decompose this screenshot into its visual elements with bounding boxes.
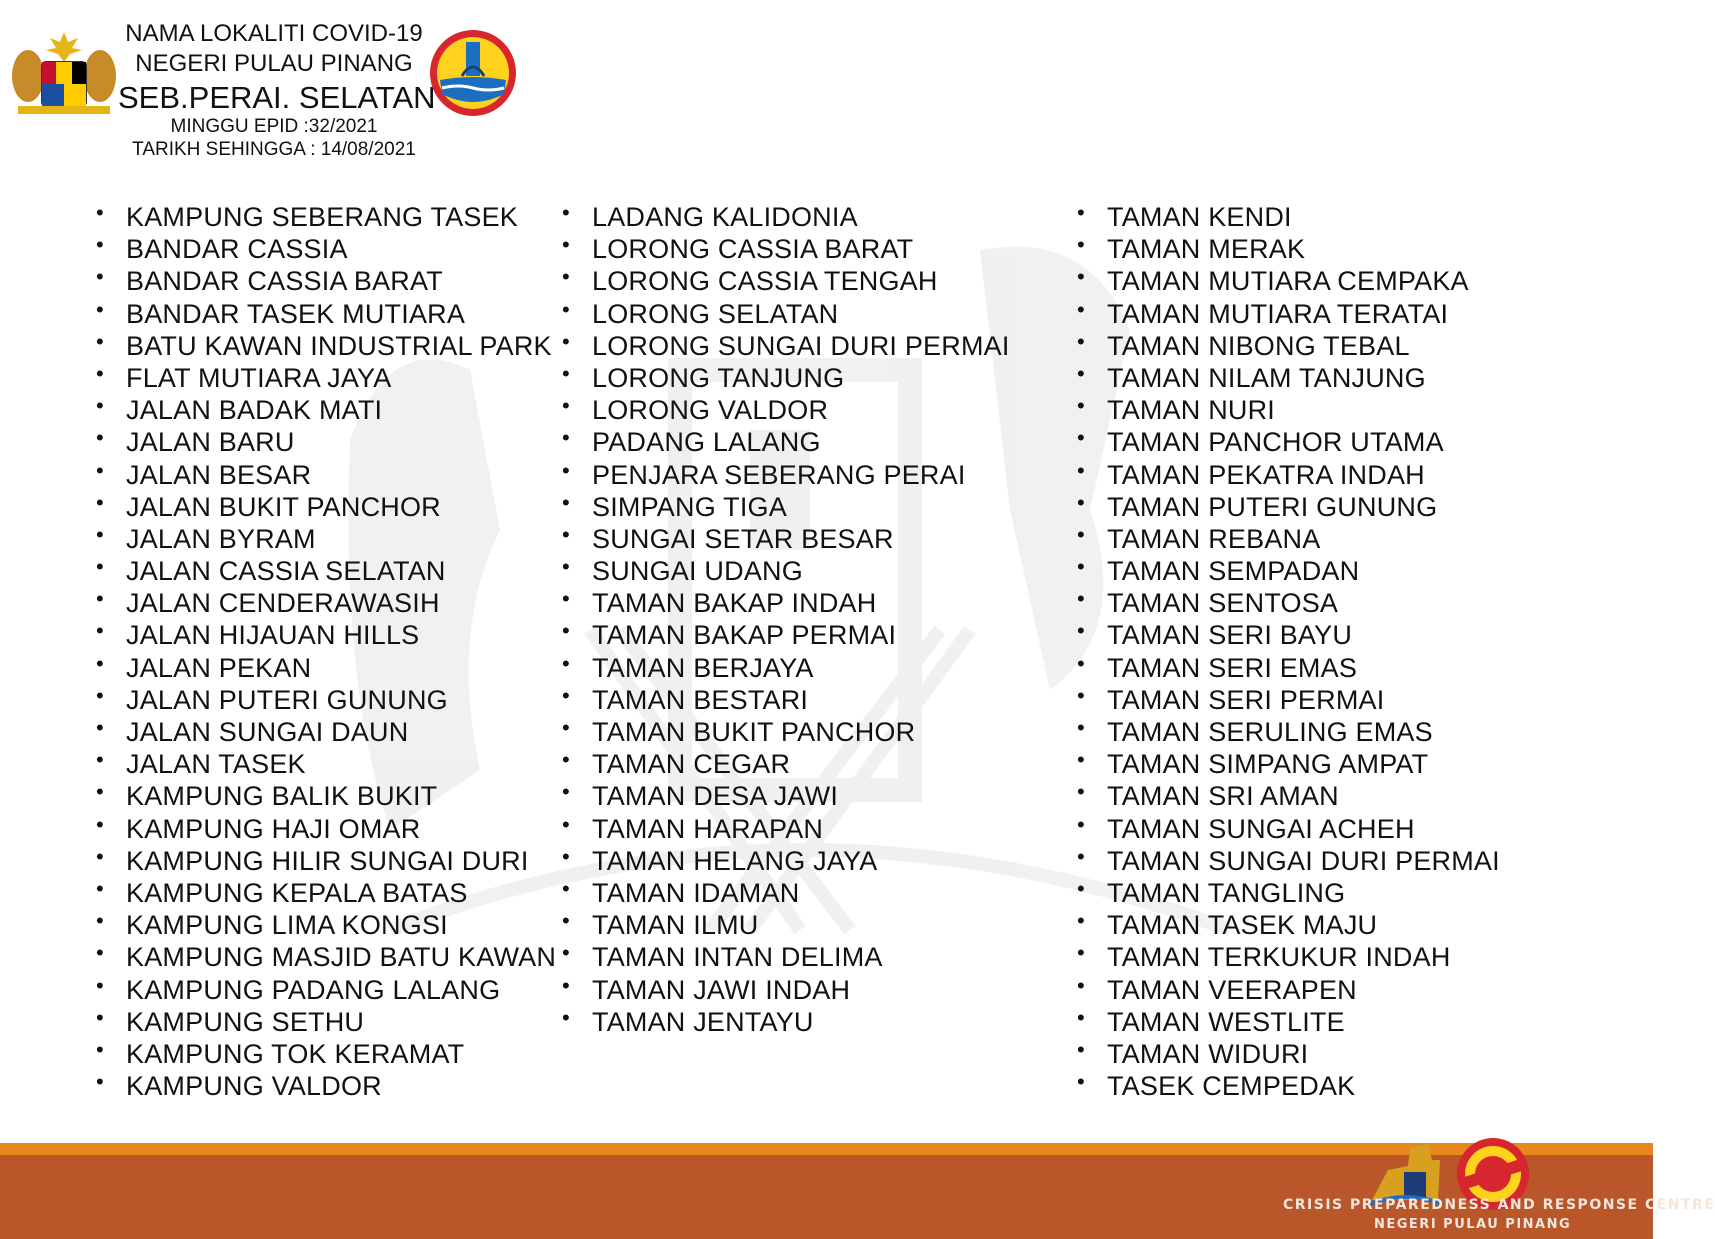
locality-list-item: • TAMAN DESA JAWI xyxy=(562,780,1010,812)
locality-list-item: • FLAT MUTIARA JAYA xyxy=(96,362,556,394)
locality-list-item: • SUNGAI UDANG xyxy=(562,555,1010,587)
penang-state-logo xyxy=(428,28,518,118)
locality-list-item: • TAMAN HARAPAN xyxy=(562,813,1010,845)
locality-list-item: • TAMAN TERKUKUR INDAH xyxy=(1077,941,1500,973)
locality-list-item: • JALAN TASEK xyxy=(96,748,556,780)
locality-list-column-2 xyxy=(562,201,1010,1038)
locality-list-item: • JALAN PUTERI GUNUNG xyxy=(96,684,556,716)
locality-list-item: • KAMPUNG SETHU xyxy=(96,1006,556,1038)
locality-list-column-1 xyxy=(96,201,556,1102)
locality-list-item: • KAMPUNG MASJID BATU KAWAN xyxy=(96,941,556,973)
locality-list-item: • TAMAN TASEK MAJU xyxy=(1077,909,1500,941)
malaysia-coat-of-arms-logo xyxy=(8,28,120,118)
epid-week: MINGGU EPID :32/2021 xyxy=(170,116,378,137)
locality-list-item: • LORONG SELATAN xyxy=(562,298,1010,330)
locality-list-item: • TAMAN BAKAP INDAH xyxy=(562,587,1010,619)
locality-list-item: • KAMPUNG KEPALA BATAS xyxy=(96,877,556,909)
locality-list-item: • JALAN BESAR xyxy=(96,459,556,491)
locality-list-item: • TAMAN MUTIARA CEMPAKA xyxy=(1077,265,1500,297)
locality-list-item: • TAMAN NILAM TANJUNG xyxy=(1077,362,1500,394)
locality-list-item: • BATU KAWAN INDUSTRIAL PARK xyxy=(96,330,556,362)
locality-list-item: • JALAN SUNGAI DAUN xyxy=(96,716,556,748)
district-name: SEB.PERAI. SELATAN xyxy=(118,80,436,115)
locality-list-item: • TAMAN IDAMAN xyxy=(562,877,1010,909)
locality-list-item: • TASEK CEMPEDAK xyxy=(1077,1070,1500,1102)
locality-list-item: • TAMAN WIDURI xyxy=(1077,1038,1500,1070)
locality-list-item: • LORONG CASSIA TENGAH xyxy=(562,265,1010,297)
locality-list-item: • JALAN BYRAM xyxy=(96,523,556,555)
locality-list-item: • TAMAN SRI AMAN xyxy=(1077,780,1500,812)
page-header xyxy=(0,0,560,170)
header-title-line-2: NEGERI PULAU PINANG xyxy=(135,50,413,77)
locality-list-item: • TAMAN ILMU xyxy=(562,909,1010,941)
locality-list-item: • JALAN BADAK MATI xyxy=(96,394,556,426)
locality-list-item: • KAMPUNG HAJI OMAR xyxy=(96,813,556,845)
locality-list-item: • LORONG TANJUNG xyxy=(562,362,1010,394)
locality-list-item: • TAMAN CEGAR xyxy=(562,748,1010,780)
footer-org-name: CRISIS PREPAREDNESS AND RESPONSE CENTRE xyxy=(1283,1197,1715,1213)
locality-list-item: • TAMAN SUNGAI ACHEH xyxy=(1077,813,1500,845)
date-until: TARIKH SEHINGGA : 14/08/2021 xyxy=(132,139,416,160)
locality-list-item: • TAMAN PANCHOR UTAMA xyxy=(1077,426,1500,458)
locality-list-item: • BANDAR CASSIA BARAT xyxy=(96,265,556,297)
locality-list-item: • TAMAN INTAN DELIMA xyxy=(562,941,1010,973)
locality-list-item: • SIMPANG TIGA xyxy=(562,491,1010,523)
locality-list-item: • TAMAN WESTLITE xyxy=(1077,1006,1500,1038)
locality-list-item: • KAMPUNG SEBERANG TASEK xyxy=(96,201,556,233)
locality-list-item: • JALAN CENDERAWASIH xyxy=(96,587,556,619)
locality-list-item: • LORONG SUNGAI DURI PERMAI xyxy=(562,330,1010,362)
locality-list-item: • TAMAN MUTIARA TERATAI xyxy=(1077,298,1500,330)
locality-list-item: • TAMAN SERI EMAS xyxy=(1077,652,1500,684)
locality-list-item: • TAMAN JENTAYU xyxy=(562,1006,1010,1038)
locality-list-item: • TAMAN BUKIT PANCHOR xyxy=(562,716,1010,748)
locality-list-item: • JALAN BUKIT PANCHOR xyxy=(96,491,556,523)
locality-list-item: • TAMAN SERI PERMAI xyxy=(1077,684,1500,716)
locality-list-item: • PENJARA SEBERANG PERAI xyxy=(562,459,1010,491)
header-title-line-1: NAMA LOKALITI COVID-19 xyxy=(125,20,423,47)
locality-list-item: • TAMAN BESTARI xyxy=(562,684,1010,716)
locality-list-item: • LADANG KALIDONIA xyxy=(562,201,1010,233)
locality-list-item: • KAMPUNG LIMA KONGSI xyxy=(96,909,556,941)
locality-list-item: • TAMAN NIBONG TEBAL xyxy=(1077,330,1500,362)
locality-list-item: • KAMPUNG TOK KERAMAT xyxy=(96,1038,556,1070)
locality-list-item: • JALAN HIJAUAN HILLS xyxy=(96,619,556,651)
locality-list-item: • KAMPUNG VALDOR xyxy=(96,1070,556,1102)
locality-list-item: • TAMAN KENDI xyxy=(1077,201,1500,233)
locality-list-item: • BANDAR CASSIA xyxy=(96,233,556,265)
locality-list-item: • TAMAN BAKAP PERMAI xyxy=(562,619,1010,651)
locality-list-item: • PADANG LALANG xyxy=(562,426,1010,458)
locality-list-item: • JALAN BARU xyxy=(96,426,556,458)
locality-list-item: • TAMAN HELANG JAYA xyxy=(562,845,1010,877)
footer-org-state: NEGERI PULAU PINANG xyxy=(1374,1217,1572,1232)
locality-list-item: • TAMAN PUTERI GUNUNG xyxy=(1077,491,1500,523)
locality-list-item: • TAMAN JAWI INDAH xyxy=(562,974,1010,1006)
locality-list-item: • LORONG VALDOR xyxy=(562,394,1010,426)
locality-list-item: • SUNGAI SETAR BESAR xyxy=(562,523,1010,555)
locality-list-item: • TAMAN REBANA xyxy=(1077,523,1500,555)
locality-list-item: • TAMAN SUNGAI DURI PERMAI xyxy=(1077,845,1500,877)
locality-list-item: • LORONG CASSIA BARAT xyxy=(562,233,1010,265)
locality-list-item: • JALAN CASSIA SELATAN xyxy=(96,555,556,587)
locality-list-item: • KAMPUNG HILIR SUNGAI DURI xyxy=(96,845,556,877)
locality-list-item: • TAMAN TANGLING xyxy=(1077,877,1500,909)
locality-list-item: • TAMAN MERAK xyxy=(1077,233,1500,265)
locality-list-item: • TAMAN BERJAYA xyxy=(562,652,1010,684)
locality-list-item: • JALAN PEKAN xyxy=(96,652,556,684)
locality-list-item: • KAMPUNG BALIK BUKIT xyxy=(96,780,556,812)
locality-list-item: • TAMAN SIMPANG AMPAT xyxy=(1077,748,1500,780)
locality-list-item: • KAMPUNG PADANG LALANG xyxy=(96,974,556,1006)
locality-list-item: • TAMAN NURI xyxy=(1077,394,1500,426)
locality-list-item: • TAMAN SENTOSA xyxy=(1077,587,1500,619)
locality-list-item: • BANDAR TASEK MUTIARA xyxy=(96,298,556,330)
locality-list-column-3 xyxy=(1077,201,1500,1102)
locality-list-item: • TAMAN VEERAPEN xyxy=(1077,974,1500,1006)
locality-list-item: • TAMAN SEMPADAN xyxy=(1077,555,1500,587)
locality-list-item: • TAMAN SERI BAYU xyxy=(1077,619,1500,651)
locality-list-item: • TAMAN SERULING EMAS xyxy=(1077,716,1500,748)
locality-list-item: • TAMAN PEKATRA INDAH xyxy=(1077,459,1500,491)
